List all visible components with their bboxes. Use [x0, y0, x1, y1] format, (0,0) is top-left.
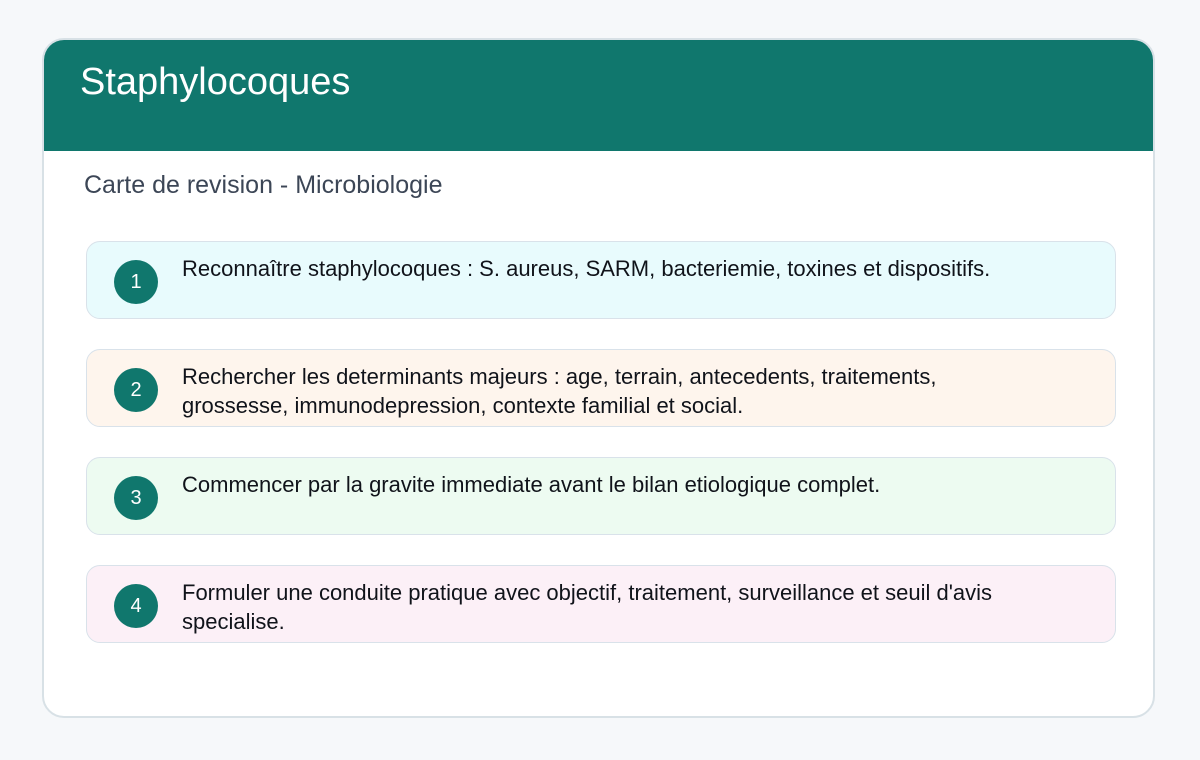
- list-item-3: [86, 457, 1116, 535]
- item-text: Formuler une conduite pratique avec objectif, traitement, surveillance et seuil d'avis specialise.: [182, 580, 993, 634]
- list-item-4: [86, 565, 1116, 643]
- item-text: Rechercher les determinants majeurs : age, terrain, antecedents, traitements, grossesse, immunodepression, contexte familial et social.: [182, 364, 937, 418]
- card-title: Staphylocoques: [80, 61, 351, 103]
- card-header: [44, 40, 1153, 151]
- revision-card: [42, 38, 1155, 718]
- item-number-badge: 1: [114, 260, 158, 304]
- item-text: Commencer par la gravite immediate avant le bilan etiologique complet.: [182, 472, 881, 497]
- card-subtitle: Carte de revision - Microbiologie: [84, 171, 443, 199]
- list-item-1: [86, 241, 1116, 319]
- list-item-2: [86, 349, 1116, 427]
- item-number-badge: 3: [114, 476, 158, 520]
- item-number-badge: 2: [114, 368, 158, 412]
- item-text: Reconnaître staphylocoques : S. aureus, SARM, bacteriemie, toxines et dispositifs.: [182, 256, 991, 281]
- item-number-badge: 4: [114, 584, 158, 628]
